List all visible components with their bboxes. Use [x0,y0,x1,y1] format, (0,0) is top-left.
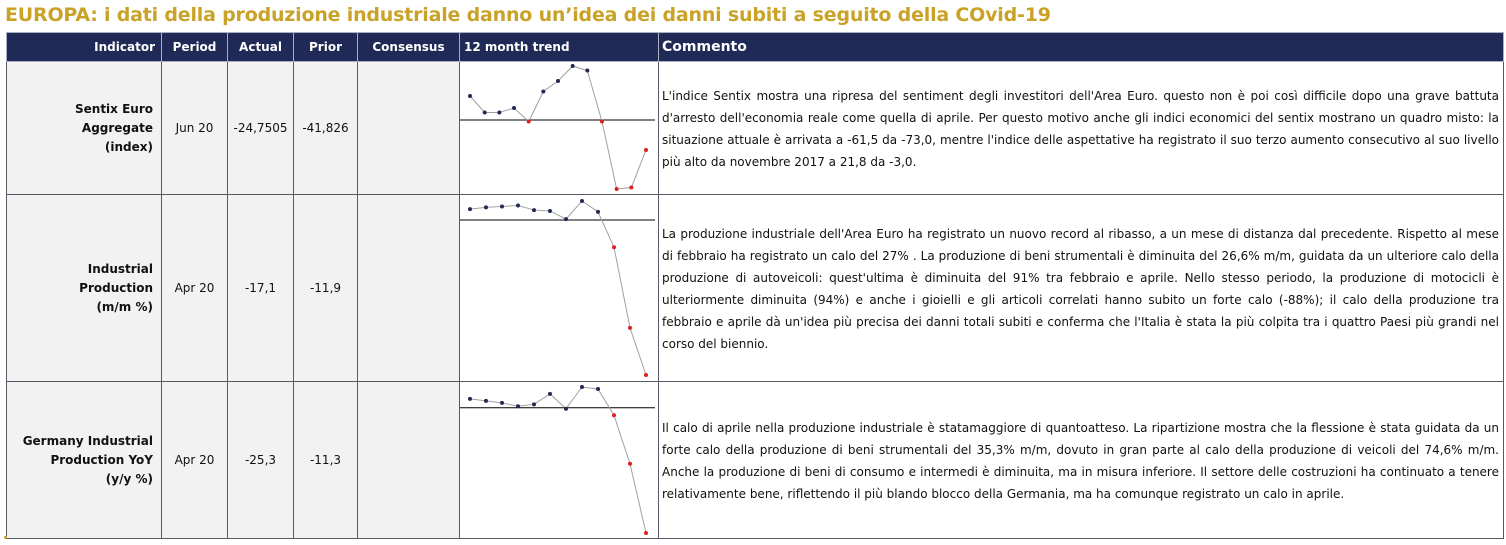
trend-point [516,404,520,408]
header-actual: Actual [228,33,294,62]
trend-cell [460,382,659,539]
trend-point [532,402,536,406]
trend-point [484,205,488,209]
trend-point [596,387,600,391]
trend-point [500,401,504,405]
trend-line [470,387,646,533]
page-title: EUROPA: i dati della produzione industriale danno un’idea dei danni subiti a seguito della COvid-19 [5,4,1051,26]
trend-point [571,64,575,68]
actual-cell: -25,3 [228,382,294,539]
trend-point [468,94,472,98]
trend-point [600,120,604,124]
comment-cell [659,195,1504,382]
comment-text: La produzione industriale dell'Area Euro ha registrato un nuovo record al ribasso, a un mese di distanza dal precedente. Rispetto al mese di febbraio ha registrato un calo del 27% . La produzione di beni strumentali è diminuita del 26,6% m/m, guidata da un ulteriore calo della produzione di autoveicoli: quest'ultima è diminuita del 91% tra febbraio e aprile. Nello stesso periodo, la produzione di motocicli è ulteriormente diminuita (94%) e anche i gioielli e gli articoli correlati hanno subito un forte calo (-88%); il calo della produzione tra febbraio e aprile dà un'idea più precisa dei danni totali subiti e conferma che l'Italia è stata la più colpita tra i quattro Paesi più grandi nel corso del biennio. [662,227,1499,351]
indicator-line: (y/y %) [105,471,153,486]
table-row [7,195,1504,382]
indicator-cell [7,195,162,382]
indicator-cell [7,62,162,195]
trend-point [483,111,487,115]
indicator-line: Germany Industrial [22,433,153,448]
header-period: Period [162,33,228,62]
trend-point [615,187,619,191]
trend-point [500,204,504,208]
consensus-cell [358,382,460,539]
indicator-line: (index) [104,139,153,154]
sparkline-chart [460,62,659,194]
trend-point [527,120,531,124]
trend-point [628,462,632,466]
indicator-line: Sentix Euro [75,101,153,116]
comment-text: L'indice Sentix mostra una ripresa del sentiment degli investitori dell'Area Euro. questo non è poi così difficile dopo una grave battuta d'arresto dell'economia reale come quella di aprile. Per questo motivo anche gli indici economici del sentix mostrano un quadro misto: la situazione attuale è arrivata a -61,5 da -73,0, mentre l'indice delle aspettative ha registrato il suo terzo aumento consecutivo al suo livello più alto da novembre 2017 a 21,8 da -3,0. [662,89,1499,169]
indicator-line: Aggregate [81,120,153,135]
comment-text: Il calo di aprile nella produzione industriale è statamaggiore di quantoatteso. La ripartizione mostra che la flessione è stata guidata da un forte calo della produzione di beni strumentali del 35,3% m/m, dovuto in gran parte al calo della produzione di veicoli del 74,6% m/m. Anche la produzione di beni di consumo e intermedi è diminuita, ma in misura inferiore. Il settore delle costruzioni ha continuato a tenere relativamente bene, riflettendo il più blando blocco della Germania, ma ha comunque registrato un calo in aprile. [662,421,1499,501]
indicators-table [6,32,1504,539]
comment-cell [659,382,1504,539]
indicator-line: Industrial [87,261,153,276]
table-row [7,382,1504,539]
header-prior: Prior [294,33,358,62]
trend-point [612,245,616,249]
trend-point [556,79,560,83]
trend-point [564,217,568,221]
trend-point [512,106,516,110]
header-consensus: Consensus [358,33,460,62]
header-trend: 12 month trend [460,33,659,62]
header-comment: Commento [659,33,1504,62]
trend-point [532,208,536,212]
footer-dot [4,536,7,539]
trend-cell [460,195,659,382]
consensus-cell [358,195,460,382]
trend-point [644,373,648,377]
period-cell: Jun 20 [162,62,228,195]
trend-point [629,186,633,190]
trend-point [548,392,552,396]
trend-point [564,407,568,411]
header-indicator: Indicator [7,33,162,62]
indicator-cell [7,382,162,539]
trend-point [580,199,584,203]
trend-point [612,413,616,417]
sparkline-chart [460,195,659,381]
period-cell: Apr 20 [162,195,228,382]
trend-point [468,397,472,401]
trend-point [497,111,501,115]
indicator-line: (m/m %) [96,299,153,314]
trend-point [541,90,545,94]
comment-cell [659,62,1504,195]
table-row [7,62,1504,195]
trend-point [644,531,648,535]
actual-cell: -24,7505 [228,62,294,195]
trend-point [585,69,589,73]
trend-cell [460,62,659,195]
trend-point [644,148,648,152]
trend-point [516,204,520,208]
trend-point [468,207,472,211]
period-cell: Apr 20 [162,382,228,539]
indicator-line: Production [79,280,153,295]
prior-cell: -41,826 [294,62,358,195]
consensus-cell [358,62,460,195]
prior-cell: -11,3 [294,382,358,539]
trend-point [596,210,600,214]
trend-point [628,326,632,330]
prior-cell: -11,9 [294,195,358,382]
sparkline-chart [460,382,659,538]
trend-point [580,385,584,389]
trend-line [470,66,646,189]
trend-point [484,399,488,403]
indicator-line: Production YoY [50,452,153,467]
trend-point [548,209,552,213]
trend-line [470,201,646,375]
table-header-row [7,33,1504,62]
actual-cell: -17,1 [228,195,294,382]
